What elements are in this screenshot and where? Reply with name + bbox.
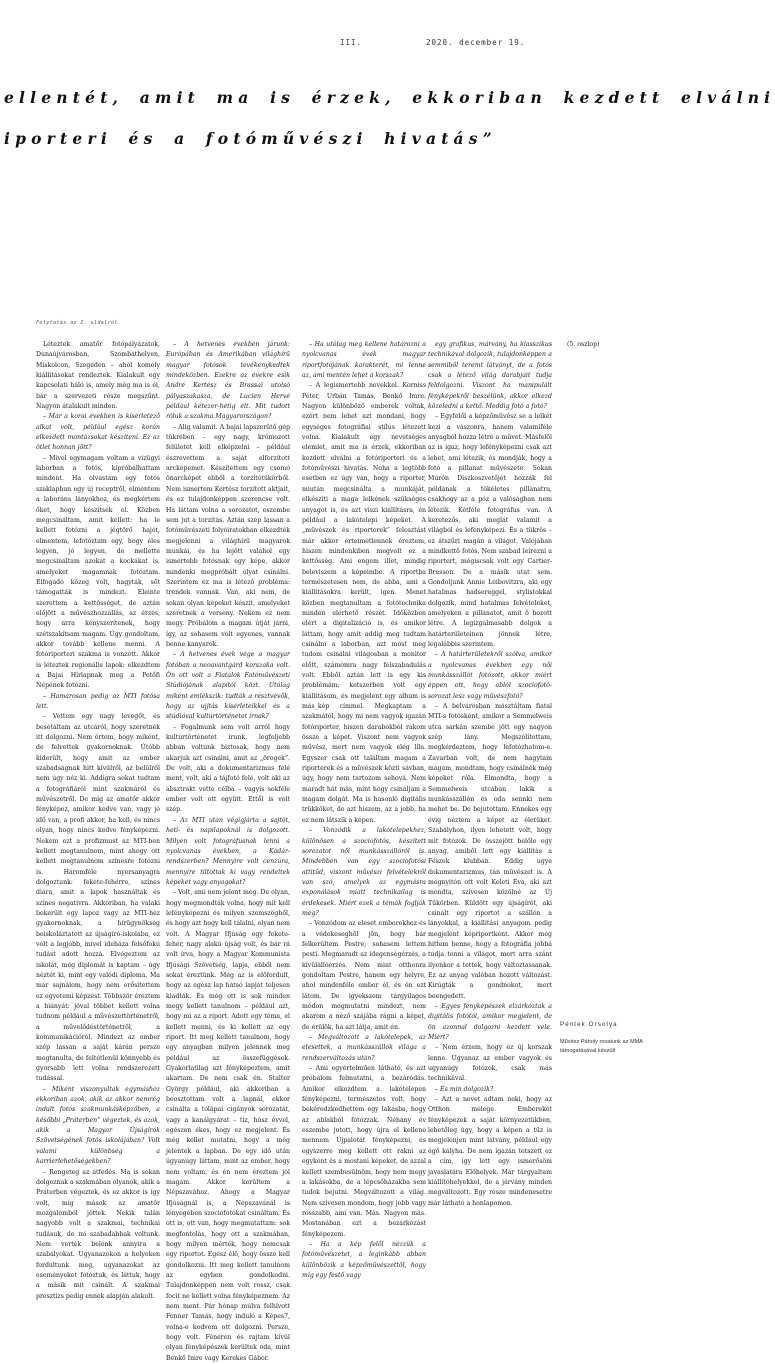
article-column-3 xyxy=(302,340,426,1279)
sponsor-credit: Művész Páholy rovatunk az MMA támogatásával készült xyxy=(560,1039,643,1054)
article-paragraph: – Ami egyértelműen látható, és azt próbálom felmutatni, a bezáródás. Amikor elkezdtem a lakótelepen fényképezni, természetes volt, hogy bekéredzkedhettem egy lakásba, hogy az ablakból fotózzak. Néhány év eszembe jutott, hogy újra el kellene mennem Újpalotát fényképezni, és egyszerre meg kellett ott rakni az egyként és a mostani képeket, de azzal kellett szembesülnöm, hogy nem megy a lakásokba, de a lépcsőházakba sem tudok bejutni. Megváltozott a világ. Nem szívesen mondom, hogy jobb vagy rosszabb, ami van. Más. Nagyon más. Mostanában ezt a bezárkózást fényképezem. xyxy=(302,1065,426,1238)
article-column-2 xyxy=(166,340,290,1362)
article-paragraph: – Azt a nevet adtam neki, hogy az Otthon melege. Emberekét fényképezek a saját környezetükben, lehetőleg úgy, hogy a képen a tűz is megjelenjen mint látvány, például egy égő kályha. De nem igazán tetszett ez a cím, így lett egy ismerősöm javaslatára Előhelyek. Már tárgyaltam kiállítóhelyekkel, de a járvány minden megváltozott. Egy része mindenesetre már látható a honlapomon. xyxy=(428,1096,552,1207)
headline-line-2: iporteri és a fotóművészi hivatás” xyxy=(4,129,497,148)
article-paragraph: – Rengeteg az átfedés. Ma is sokan dolgoznak a szakmában olyanok, akik a Práterben végeztek, és ez akkor is így volt, míg mások az amatőr mozgalomból jöttek. Nekik talán nagyobb volt a szakmai, technikai tudásuk, de mi szabadabbak voltunk. Nem verték belénk annyira a szabályokat. Ugyanazokon a helyeken fordultunk meg, ugyanazokat az eseményeket fotóztuk, és láttuk, hogy a másik mit csinált. A szakmai presztízs pedig ennek alapján alakult. xyxy=(36,1168,160,1300)
article-paragraph: – A legismertebb nevekkel. Korniss Péter, Urbán Tamás, Benkő Imre. Nagyon különböző emberek voltak, ezért nem lehet azt mondani, hogy egységes fotográfiai stílus létezett volna. Kialakult egy nevetséges elemlet, amit ma is érzek, ekkoriban kezdett elválni a fotóriporteri és a fotóművészi hivatás. Noha a legtöbb esetben ez úgy van, hogy a riporter, miután megcsinálta a munkáját, elkészíti a maga lelkének szükséges anyagot is, és azt viszi kiállításra, én például a lakótelepi képeket. A „művészek és riporterek” felosztást már akkor érteimetlennek éreztem, hiszen mindenkiben megvolt ez a kettősség. Ami engem illet, mindig beleviszem a képeimbe. A riportba természetesen nem, de abba, ami a kiállításokra került, igen. Menet közben megtanultam a fotótechnika minden elérhető részét. Időközben elért a digitalizáció is, és amikor láttam, hogy amit addig meg tudtam csinálni a laborban, azt most meg tudom csinálni világosban a monitor előtt, számomra nagy felszabadulás volt. Ebből aztán lett is egy kis problémám: ketszerben volt egy kiállításom, és megjelent egy album is más_kép címmel. Megkaptam a szakmától, hogy mi nem vagyok igazán fotóriporter, hiszen darabokból rakom össze a képet. Viszont nem vagyok művész, mert nem vagyok elég líla. Egyszer csak ott találtam magam a riporterek és a művészek közti sávban, úgy, hogy nem tartozom sehová. Nem maradt hát más, mint hogy csináljam a magam dolgát. Ma is hasonló digitális trükköket, de azt hiszem, az a jobb, ha ez nem látszik a képen. xyxy=(302,382,426,824)
article-paragraph: – A hetvenes években járunk: Európában és Amerikában világhírű magyar fotósok tevékenykedtek mindeközben. Ezekre az évekre esik André Kertész és Brassaï utolsó pályaszakasza, de Lucien Hervé például kétezer-hétig élt. Mit tudott róluk a szakma Magyarországon? xyxy=(166,341,290,421)
article-paragraph: – Nem érzem, hogy ez új korszak lenne. Ugyanaz az ember vagyok és ugyanúgy fotózok, csak más technikával. xyxy=(428,1044,552,1083)
article-column-5 xyxy=(560,340,684,810)
article-paragraph: (5. oszlop) xyxy=(567,341,600,348)
article-paragraph: – Ha a kép felől nézzük a fotóművészetet, a leginkább abban különbözik a képzőművészettől, hogy míg egy festő vagy xyxy=(302,1240,426,1279)
article-paragraph: – Miként viszonyultak egymáshoz ekkoriban azok, akik az akkor nemrég indult fotós szakmunkásképzőben, a későbbi „Práterben” végeztek, és azok, akik a Magyar Újságírók Szövetségének fotós iskolájában? Volt valami különbség a karrierlehetőségekben? xyxy=(36,1085,160,1166)
page-number: III. xyxy=(340,38,363,47)
article-column-1 xyxy=(36,340,160,1300)
article-paragraph: – Megváltozott a lakótelepek, az elesettek, a munkásszállók világa a rendszerváltozás után? xyxy=(302,1034,426,1062)
article-paragraph: – Vettem egy nagy levegőt, és besétáltam az utcáról, hogy szeretnék itt dolgozni. Nem értem, hogy miként, de felvettek gyakornoknak. Útóbb kiderült, hogy amit az ember szabadságnak hitt kívülről, az belülről nem úgy néz ki. Addigra sokat tudtam a fotográfiáról mint szakmáról és művészetről. De míg az amatőr akkor fényképez, amikor kedve van, vagy jó idő van, a profi akkor, ha kell, és nincs olyan, hogy nincs kedve fényképezni. Nekem ezt a profizmust az MTI-ben kellett megtanulnom, mint ahogy ott kellett megtanulnom színesre fotózni is. Háromféle nyersanyagra dolgoztunk: fekete-fehérre, színes diára, amit a lapok használtak és színes negatívra. Akkoriban, ha valaki bekerült egy lapoz vagy az MTI-hez gyakornoknak, a hírügynökség beiskoláztatott az újságíró-iskolába, ez volt a legjobb, mivel ideháza felsőfokú tudást adott hozzá. Elvégeztem az iskolát, még diplomát is kaptam – úgy néztét ki, mint egy valódi diploma. Ma már sajnálom, hogy nem erősítettem ez egyetemi képzést. Többször éreztem a hiányát: jóval többet kellett volna tudnom például a művészettörténetről, a művelődéstörténetről, a kommunikációról. Mindezt az ember szép lassan a saját kárán persze megtanulta, de feltétlenül könnyebb és gyorsabb lett volna rendszerezett tudással. xyxy=(36,713,160,1083)
article-paragraph: – Az MTI után végigjárta a sajtót, heti- és napilapoknál is dolgozott. Milyen volt fotográfusnak lenni a nyolcvanas években, a Kádár-rendszerben? Mennyire volt cenzúra, mennyire tiltottak ki vagy rendeltek képeket vagy anyagokat? xyxy=(166,816,290,886)
article-paragraph: – Alig valamit. A bajai lapszerűtő gép tükrében – egy nagy, krómozott felületet kell elképzelni – például észrevettem a saját elforzított arcképemet. Készítettem egy csomó önarcképet ebből a torzítótükörből. Nem ismertem Kertész torzított aktjait, és ez tulajdonképpen szerencse volt. Ha láttam volna a sorozatot, eszembe sem jut a torzítás. Aztán szép lassan a fotóművészeti folyóiratokban elkezdték megjelenni a világhírű magyarok munkái, és ha lejött valahol egy ismertebb fotósnak egy képe, akkor mindenki megpróbált olyat csinálni. Szerintem ez ma is létező probléma: trendek vannak. Van, aki nem, de sokan olyan képeket készít, amelyeket szeretnek a verseny. Nekem ez nem megy. Próbálom a magam útját járni, így, az sohasem volt egyenes, vannak benne kanyarok. xyxy=(166,423,290,648)
article-column-4 xyxy=(428,340,552,1207)
article-paragraph: – Vonzódom az eleset emberekhez és a védekeseghől jön, hogy bár felkerültem Pestre, sohasem lettem pesti. Megmaradt az idegenségérzés, a kívülállóérzés. Nem mint otthonra gondoltam Pestre, hanem egy helyre, ahol mindenféle ember él, és én ezt látom. De igyekszem tárgyilagos módon megmutatni mindezt, nem akarom a néző szájába rágni a képet, de érülök, ha azt látja, amit én. xyxy=(302,920,426,1031)
article-paragraph: – A belvárosban másztáltam fiatal MTI-s fotósként, amikor a Semmelweis utca sarkán szembe jött egy nagyon szép lány. Megszólítottam, megkérdeztem, hogy lefotózhatom-e. Zavarban volt, de nem hagytam magam, mondtam, hogy csinálnék még képeket róla. Elmondta, hogy a Semmelweis utcában lakik a munkásszállón és oda sennki nem mehet be. De bejutottam. Ennekes egy évig néztem a képet az életüket. Szabályhon, ilyen lehetett volt, hogy mit fotózok. De összejött belőle egy anyag, amiből lett egy kiállítás a Fészek klubban. Eddig ugye dokumentarizmus, tán művészet is. A megnyitón ott volt Keleti Éva, aki azt mondta, szívesen közölné az Új Tükörben. Küldött egy újságírót, aki csinált egy riportot a szállón a lányokkal, a kiállítási anyagom pedig megjelent képriportként. Akkor még hittem benne, hogy a fotográfia jobbá tudja tenni a világot, mert arra szánt ilyenkor a tettek, hogy változtassanak. Ez az anyag valóban hozott változást. Kirúgták a gondnokot, mert beengedett. xyxy=(428,703,552,1000)
article-paragraph: – Volt, ami nem jelent meg. De olyan, hogy megmondták volna, hogy mit kell lefényképezni és milyen szemszögből, és hogy azt hogy kell tálalni, olyan nem volt. A Magyar Ifjúság egy fekete-fehér, nagy alakú újság volt, és bár rá volt írva, hogy a Magyar Kommunista Ifjúsági Szövetség, lapja, ebből nem sokat éreztünk. Még az is előfordult, hogy az egész lap hátsó lapját teljesen kiadták. És még ott is sok minden megy kellett tanulnom – például azt, hogy mi az a riport. Adott egy téma, el kellett menni, és ki kellett az egy riport. Itt meg kellett tanulnom, hogy egy anyagban milyen jelennek meg például az összefüggések. Gyakorlatilag azt fényképeztem, amit akartam. De nem csak én. Stalter György például, aki akkoriban a beosztottam volt a lapnál, ekkor csinálta a tolápai cigányok sorozatát, vagy a kanálgyárat – tíz, húsz évvel, egészen ékes, hogy ez megjelent. És még kellet mutatni, hogy a még jelentek a lapban. De egy idő után úgyanúgy láttam, mint az ember, hogy nem voltam, és én nem éreztem jól magam. Akkor kerültem a Népszavához. Ahogy a Magyar Ifjúságnál is, a Népszavánál is lényegében szociofotókat csináltam. És ott is, ott van, hogy megmutattam: sok megfontolás, hogy ott a szakmában, hogy milyen mérték, hogy nemcsak egy riportot. Egész élő, hogy össze kell gondolkozni. Itt meg kellett tanulnom az egyben gondolkodni. Tulajdonképpen nem volt rossz, csak focit ne kellett volna fényképeznem. Az nem ment. Pár hónap múlva felhívott Fenner Tamás, hogy induló a Képes7, volna-e kedvem ott dolgozni. Persze, hogy volt. Féneren és rajtam kívül olyan fényképészek kerültek oda, mint Benkő Imre vagy Kerekes Gábor. xyxy=(166,889,290,1362)
article-paragraph: – Vonzódik a lakótelepekhez, különösen a szociofotós, készített sorozatot női munkásszállóról is. Mindebben van egy szociofotósi attitűd, viszont művészi felvételekről van szó, amelyek az egymásra exponálások miatt technikailag is érdekesek. Miért ezek a témák foglják meg? xyxy=(302,827,426,917)
page-header xyxy=(0,38,720,52)
article-paragraph: egy grafikus, márvány, ha klasszikus technikával dolgozik, tulajdonképpen a semmiből teremt látványt, de a fotós csak a létező világ darabjait tudja feldolgozni. Viszont ha manipulált fényképekről beszélünk, akkor elkezd közeledni a kettő. Meddig fotó a fotó? xyxy=(428,341,552,411)
article-paragraph: – Hamarosan pedig az MTI fotósa lett. xyxy=(36,692,160,711)
article-paragraph: – Egyfelől a képzőművész se a lelkét kezi a vászonra, hanem valamiféle anyagból hozza létre a művet. Másfelől az is igaz, hogy lefényképezni csak azt lehet, ami létezik, és mondják, hogy a fotó a pillanat művészete. Sokan Múrón Diszkoszvetőjét hozzák fel példának a tökéletes pillanatra, csakhogy az a póz a valóságban nem létezik. Kétféle fotográfus van. A keretezős, aki meglát valamit a világból és lefényképezi. És a tükrös – ez átszűri magán a világot. Valójában mindkettő fotós. Nem szabad leírezni a riportert, mégiscsak volt egy Cartier-Bresson. De a másik utat sem. Gondoljunk Annie Leibovitzra, aki egy hatalmas hadsereggel, stylistokkal dolgozik, mind hatalmas felvételeket, amelyeken a pillanatot, amit ő hozott létre. A legizgalmasabb dolgok a határterületeinen jönnek létre, legalábbis szerintem. xyxy=(428,413,552,648)
continuation-note: Folytatás az I. oldalról xyxy=(36,320,118,326)
headline-line-1: ellentét, amit ma is érzek, ekkoriban kezdett elválni xyxy=(4,88,775,107)
article-paragraph: – Ha utólag meg kellene határozni a nyolcvanas évek magyar riportfotójának karakterét, mi lenne az, ami mentén lehet a korszak? xyxy=(302,341,426,380)
article-paragraph: – Mivel egymagam voltam a vizügyi laborban a fotós, kipróbálhattam mindent. Ha olvastam egy fotós szaklapban egy új receptről, elmentem a laboráns lányokhoz, és megkértem őket, hogy készítsék el. Közben megcsináltam, amit kellett: ha le kellett fotózni a jégtörő hajót, elmentem, lefotóztam egy, hogy éles legyen, jó legyen, de mellette megcsináltam azokat a kockákat is, amelyeket magamnak fotóztam. Elfogadó közeg volt, hagyták, sőt támogatták is mindezt. Eleinte szerettem a kettősséget, de aztán előjött a művészhozzállás, az érzés, hogy arra kényszerítenek, hogy szétszakítsam magam. Úgy gondoltam, akkor tovább kellene menni. A fotóriporteri szakma is vonzott. Akkor is léteztek regionális lapok: elkezdtem a Bajai Hírlapnak meg a Petőfi Népének fotózni. xyxy=(36,454,160,690)
author-signature: Péntek Orsolya xyxy=(560,1021,618,1028)
article-paragraph: Léteztek amatőr fotópályázatok, Dunaújvárosban, Szombathelyen, Miskolcon, Szegeden – ahol komoly kiállításokat rendeztek. Kialakult egy kapcsolati háló is, amely még ma is él, bár a szervezeti része megszűnt. Nagyon átalakult minden. xyxy=(36,341,160,411)
issue-date: 2020. december 19. xyxy=(426,38,526,47)
article-paragraph: – És min dolgozik? xyxy=(435,1085,494,1093)
article-paragraph: – Már a korai években is kísérletező alkat volt, például egész korán elkezdett montázsokat készíteni. Ez az ötlet honnan jött? xyxy=(36,413,160,452)
article-paragraph: – A határterületekről szólva, amikor a nyolcvanas években egy női munkásszállót fotózott, akkor miért éppen ott, hogy ablól szociofotó-sorozat lesz vagy művészfotó? xyxy=(428,651,552,700)
article-paragraph: – Egyes fényképészek elzárkóztak a digitális fotótól, amikor megjelent, de ön azonnal dolgozni kezdett vele. Miért? xyxy=(428,1003,552,1042)
article-paragraph: – A hetvenes évek vége a magyar fotóban a neoavantgárd korszaka volt. Ön ott volt a Fiatalok Fotóművészeti Stúdiójának alapítói közt. Utólag miként emlékszik: tudták a résztvevők, hogy az ujjtás kísérleteikkel és a stúdióval kultúrtörténetet írnak? xyxy=(166,651,290,721)
article-paragraph: – Fogalmunk sem volt arról hogy kultúrtörténetet írunk, legfeljebb abban voltunk biztosak, hogy nem akarjuk azt csinálni, amit az „öregek”. De volt, aki a dokumentarizmus felé ment, volt, aki a tájfotó felé, volt aki az absztrakt vette célba – vagyis sokféle ember volt ott együtt. Ettől is volt szép. xyxy=(166,723,290,814)
